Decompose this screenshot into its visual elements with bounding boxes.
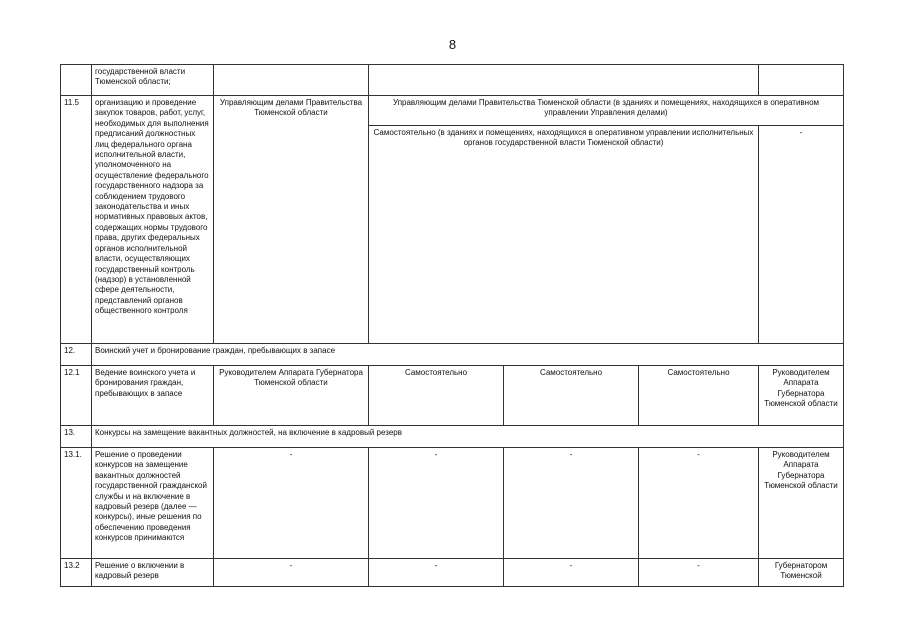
table-cell: Руководителем Аппарата Губернатора Тюменской области (214, 366, 369, 426)
table-row (61, 559, 844, 587)
table-cell: - (639, 448, 759, 559)
row-number-cell: 12.1 (61, 366, 92, 426)
table-cell: - (639, 559, 759, 587)
row-number-cell (61, 65, 92, 96)
table-cell: Управляющим делами Правительства Тюменской области (в зданиях и помещениях, находящихся в оперативном управлении Управления делами) (369, 96, 844, 126)
row-number-cell: 13.1. (61, 448, 92, 559)
row-number-cell: 11.5 (61, 96, 92, 344)
table-cell: Самостоятельно (в зданиях и помещениях, находящихся в оперативном управлении исполнительных органов государственной власти Тюменской области) (369, 126, 759, 344)
table-row (61, 448, 844, 559)
row-description-cell: Решение о включении в кадровый резерв (92, 559, 214, 587)
row-number-cell: 13.2 (61, 559, 92, 587)
table-cell: Управляющим делами Правительства Тюменской области (214, 96, 369, 344)
table-row (61, 344, 844, 366)
table-cell: - (504, 448, 639, 559)
table-cell: - (504, 559, 639, 587)
table-row (61, 65, 844, 96)
row-number-cell: 12. (61, 344, 92, 366)
table-cell: Самостоятельно (639, 366, 759, 426)
row-description-cell: Решение о проведении конкурсов на замещение вакантных должностей государственной гражданской службы и на включение в кадровый резерв (далее — конкурсы), иные решения по обеспечению проведения конкурсов принимаются (92, 448, 214, 559)
table-row (61, 96, 844, 126)
table-cell: - (759, 126, 844, 344)
table-cell (759, 65, 844, 96)
table-cell (214, 65, 369, 96)
row-description-cell: Ведение воинского учета и бронирования граждан, пребывающих в запасе (92, 366, 214, 426)
section-title-cell: Конкурсы на замещение вакантных должностей, на включение в кадровый резерв (92, 426, 844, 448)
page-number: 8 (448, 37, 457, 52)
table-row (61, 366, 844, 426)
table-cell: Самостоятельно (369, 366, 504, 426)
table-cell: Руководителем Аппарата Губернатора Тюменской области (759, 366, 844, 426)
table-cell: - (214, 448, 369, 559)
table-cell: - (369, 448, 504, 559)
table-cell: - (369, 559, 504, 587)
row-number-cell: 13. (61, 426, 92, 448)
table-cell: Руководителем Аппарата Губернатора Тюменской области (759, 448, 844, 559)
table-cell (369, 65, 759, 96)
table-cell: Самостоятельно (504, 366, 639, 426)
table-cell: - (214, 559, 369, 587)
section-title-cell: Воинский учет и бронирование граждан, пребывающих в запасе (92, 344, 844, 366)
table-row (61, 426, 844, 448)
row-description-cell: государственной власти Тюменской области; (92, 65, 214, 96)
row-description-cell: организацию и проведение закупок товаров, работ, услуг, необходимых для выполнения предписаний должностных лиц федерального органа исполнительной власти, уполномоченного на осуществление федерального государственного надзора за соблюдением трудового законодательства и иных нормативных правовых актов, содержащих нормы трудового права, других федеральных органов исполнительной власти, осуществляющих государственный контроль (надзор) в установленной сфере деятельности, представлений органов общественного контроля (92, 96, 214, 344)
authority-table (60, 64, 844, 587)
table-cell: Губернатором Тюменской (759, 559, 844, 587)
